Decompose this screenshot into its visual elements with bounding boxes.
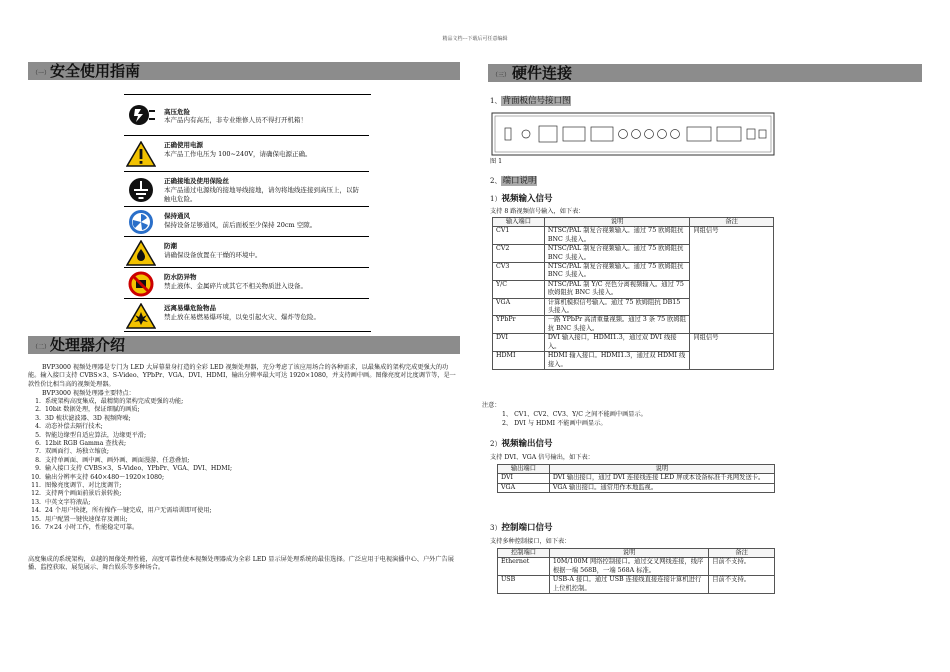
table-cell: VGA 输出接口。通常用作本地监视。	[549, 483, 774, 492]
feature-number: 2.	[35, 406, 41, 414]
table-row	[498, 576, 775, 594]
table-cell: DVI 输入接口，HDMI1.3，通过双 DVI 线接入。	[544, 334, 689, 352]
safety-description: 本产品内有高压，非专业维修人员不得打开机箱！	[164, 116, 307, 124]
feature-text: 输入接口支持 CVBS×3、S-Video、YPbPr、VGA、DVI、HDMI;	[45, 465, 233, 473]
safety-row	[124, 267, 369, 299]
safety-row	[124, 236, 369, 268]
table-cell: VGA	[498, 483, 550, 492]
table-cell: 10M/100M 网络控制接口。通过交叉网线连接，线序根据一端 568B，一端 568A 标准。	[549, 558, 708, 576]
table-cell: USB	[498, 576, 550, 594]
feature-text: 支持两个画面前景后景转换;	[45, 490, 122, 498]
table-cell: 计算机模拟信号输入。通过 75 欧姆阻抗 DB15 头接入。	[544, 298, 689, 316]
subsection-title: 端口说明	[502, 176, 537, 186]
section-safety-bar	[28, 62, 460, 80]
section-number: （一）	[32, 70, 51, 77]
feature-text: 12bit RGB Gamma 查找表;	[45, 440, 127, 448]
table-row	[493, 227, 774, 245]
table-cell: USB-A 接口。通过 USB 连接线直接连接计算机进行上位机控制。	[549, 576, 708, 594]
feature-number: 6.	[35, 440, 41, 448]
feature-text: 双画面行、场独立缩放;	[45, 448, 109, 456]
table-cell: 目前不支持。	[709, 558, 775, 576]
safety-title: 远离易爆危险物品	[164, 304, 216, 312]
safety-title: 防潮	[164, 242, 177, 250]
feature-item	[28, 465, 232, 473]
feature-text: 图像亮度调节、对比度调节;	[45, 482, 122, 490]
feature-item	[28, 457, 232, 465]
safety-description: 请确保设备放置在干燥的环境中。	[164, 251, 262, 259]
table-cell: 同组信号	[690, 334, 774, 370]
safety-title: 正确使用电源	[164, 141, 203, 149]
control-intro: 支持多种控制接口，如下表：	[490, 538, 571, 545]
video-output-table	[497, 464, 775, 493]
feature-item	[28, 448, 232, 456]
control-table	[497, 548, 775, 594]
feature-item	[28, 406, 232, 414]
section-number: （二）	[32, 344, 51, 351]
section-hardware-bar	[488, 64, 922, 82]
heading-title: 控制端口信号	[501, 523, 553, 533]
subsection-number: 1、	[490, 97, 502, 105]
note-2: 2、 DVI 与 HDMI 不能画中画显示。	[502, 420, 607, 427]
feature-number: 5.	[35, 431, 41, 439]
feature-number: 4.	[35, 423, 41, 431]
figure-caption: 图 1	[490, 158, 503, 165]
feature-number: 10.	[31, 473, 41, 481]
table-cell: CV2	[493, 245, 545, 263]
safety-row	[124, 206, 369, 237]
safety-row	[124, 135, 369, 172]
control-heading	[490, 521, 552, 533]
subsection-heading-1	[490, 94, 571, 106]
feature-text: 智能边缘型自适应算法，边缘更平滑;	[45, 431, 147, 439]
video-input-intro: 支持 8 路视频信号输入，如下表：	[490, 208, 585, 215]
feature-number: 11.	[31, 482, 41, 490]
table-cell: 同组信号	[690, 227, 774, 334]
heading-number: 1）	[490, 195, 502, 203]
moisture-icon	[126, 240, 156, 266]
section-number: （三）	[492, 72, 511, 79]
feature-text: 系统架构高度集成，最精简的架构完成更强的功能;	[45, 398, 184, 405]
feature-item	[28, 474, 232, 482]
table-header-row	[498, 549, 775, 558]
column-header: 控制端口	[498, 549, 550, 558]
video-output-intro: 支持 DVI、VGA 信号输出，如下表：	[490, 454, 594, 461]
table-cell: NTSC/PAL 制复合视频输入。通过 75 欧姆阻抗 BNC 头接入。	[544, 263, 689, 281]
table-header-row	[498, 465, 775, 474]
safety-description: 保持设备足够通风，前后面板至少保持 20cm 空隙。	[164, 221, 317, 229]
features-list	[28, 398, 232, 533]
rear-panel-diagram	[491, 112, 775, 156]
safety-row	[124, 171, 369, 207]
table-row	[498, 474, 775, 483]
column-header: 备注	[690, 218, 774, 227]
column-header: 输出端口	[498, 465, 550, 474]
safety-title: 高压危险	[164, 108, 190, 116]
safety-description: 本产品通过电源线的接地导线接地，请勿将地线连接到高压上，以防触电危险。	[164, 186, 359, 203]
heading-title: 视频输出信号	[501, 439, 553, 449]
heading-number: 3）	[490, 524, 502, 532]
table-cell: HDMI	[493, 352, 545, 370]
feature-number: 12.	[31, 490, 41, 498]
table-header-row	[493, 218, 774, 227]
section-title: 安全使用指南	[50, 62, 141, 80]
section-title: 硬件连接	[512, 64, 573, 82]
safety-row	[124, 95, 369, 135]
table-cell: NTSC/PAL 制 Y/C 亮色分离视频输入。通过 75 欧姆阻抗 BNC 头接入。	[544, 280, 689, 298]
feature-item	[28, 490, 232, 498]
feature-text: 支持单画面、画中画、画外画、画面漫游、任意叠加;	[45, 456, 190, 464]
subsection-title: 背面板信号接口图	[502, 96, 571, 106]
feature-number: 16.	[31, 524, 41, 532]
column-header: 输入端口	[493, 218, 545, 227]
safety-description: 禁止液体、金属碎片或其它不相关物质进入设备。	[164, 282, 307, 290]
column-header: 备注	[709, 549, 775, 558]
feature-text: 3D 梳状滤波器、3D 视频降噪;	[45, 414, 131, 422]
subsection-heading-2	[490, 174, 537, 186]
table-cell: CV1	[493, 227, 545, 245]
column-header: 说明	[549, 465, 774, 474]
feature-number: 3.	[35, 414, 41, 422]
note-1: 1、 CV1、CV2、CV3、Y/C 之间不能画中画显示。	[502, 411, 647, 418]
feature-text: 10bit 数据处理，保证细腻的画质;	[45, 406, 140, 414]
feature-text: 24 个用户快捷，所有操作一键完成，用户无需培训即可使用;	[45, 507, 212, 515]
table-cell: 目前不支持。	[709, 576, 775, 594]
no-foreign-objects-icon	[126, 271, 156, 297]
safety-title: 防水防异物	[164, 273, 197, 281]
safety-description: 禁止放在易燃易爆环境，以免引起火灾、爆炸等危险。	[164, 313, 320, 321]
video-input-heading	[490, 192, 552, 204]
note-title: 注意：	[482, 402, 501, 409]
table-cell: HDMI 输入接口。HDMI1.3，通过双 HDMI 线接入。	[544, 352, 689, 370]
column-header: 说明	[544, 218, 689, 227]
feature-number: 14.	[31, 507, 41, 515]
feature-item	[28, 423, 232, 431]
table-cell: DVI 输出接口，通过 DVI 连接线连接 LED 屏或本设备标准千兆网发送卡。	[549, 474, 774, 483]
table-cell: VGA	[493, 298, 545, 316]
feature-number: 7.	[35, 448, 41, 456]
warning-triangle-icon	[126, 141, 156, 167]
table-cell: DVI	[498, 474, 550, 483]
feature-item	[28, 415, 232, 423]
feature-item	[28, 432, 232, 440]
summary-paragraph: 高度集成的系统架构，卓越的图像处理性能，高度可靠性使本视频处理器成为全彩 LED 显示屏处理系统的最佳选择。广泛应用于电视演播中心、户外广告展播、监控获取、展览展示、舞台娱乐等多种场合。	[28, 556, 454, 572]
feature-text: 7×24 小时工作，性能稳定可靠。	[45, 524, 139, 532]
table-cell: YPbPr	[493, 316, 545, 334]
safety-table	[124, 94, 371, 332]
table-row	[493, 334, 774, 352]
feature-number: 15.	[31, 515, 41, 523]
feature-number: 1.	[35, 398, 41, 405]
high-voltage-icon	[126, 102, 156, 128]
column-header: 说明	[549, 549, 708, 558]
video-input-table	[492, 217, 774, 370]
table-cell: CV3	[493, 263, 545, 281]
table-cell: 一路 YPbPr 高清重量视频。通过 3 条 75 欧姆阻抗 BNC 头接入。	[544, 316, 689, 334]
table-cell: DVI	[493, 334, 545, 352]
feature-number: 13.	[31, 498, 41, 506]
section-processor-bar	[28, 336, 460, 354]
feature-number: 8.	[35, 456, 41, 464]
ventilation-icon	[126, 209, 156, 235]
safety-title: 保持通风	[164, 212, 190, 220]
explosive-hazard-icon	[126, 303, 156, 329]
intro-paragraph: BVP3000 视频处理器是专门为 LED 大屏幕量身打造的全彩 LED 视频处理器，充分考虑了该应用场合的各种需求，以最集成的架构完成更强大的功能。输入接口支持 CVBS×3、S-Video、YPbPr、VGA、DVI、HDMI，输出分辨率最大可达 1920×1080，并支持画中画。图像亮度对比度调节等，是一款性价比相当高的视频处理器。	[28, 364, 456, 388]
heading-title: 视频输入信号	[501, 194, 553, 204]
safety-description: 本产品工作电压为 100~240V，请确保电源正确。	[164, 150, 312, 158]
feature-text: 动态补偿去隔行技术;	[45, 423, 103, 431]
table-cell: Y/C	[493, 280, 545, 298]
table-cell: NTSC/PAL 制复合视频输入。通过 75 欧姆阻抗 BNC 头接入。	[544, 245, 689, 263]
feature-text: 中英文字符液晶;	[45, 498, 91, 506]
video-output-heading	[490, 437, 552, 449]
feature-text: 输出分辨率支持 640×480～1920×1080;	[45, 473, 165, 481]
table-cell: NTSC/PAL 制复合视频输入。通过 75 欧姆阻抗 BNC 头接入。	[544, 227, 689, 245]
page-header: 精品文档---下载后可任意编辑	[442, 36, 508, 42]
feature-item	[28, 524, 232, 532]
features-title: BVP3000 视频处理器主要特点：	[42, 390, 135, 397]
section-title: 处理器介绍	[50, 336, 126, 354]
table-cell: Ethernet	[498, 558, 550, 576]
safety-title: 正确接地及使用保险丝	[164, 177, 229, 185]
feature-number: 9.	[35, 465, 41, 473]
feature-item	[28, 507, 232, 515]
feature-item	[28, 516, 232, 524]
table-row	[498, 483, 775, 492]
feature-text: 用户配置一键快速保存及调出;	[45, 515, 128, 523]
subsection-number: 2、	[490, 177, 502, 185]
table-row	[498, 558, 775, 576]
safety-row	[124, 298, 369, 332]
ground-icon	[126, 177, 156, 203]
heading-number: 2）	[490, 440, 502, 448]
